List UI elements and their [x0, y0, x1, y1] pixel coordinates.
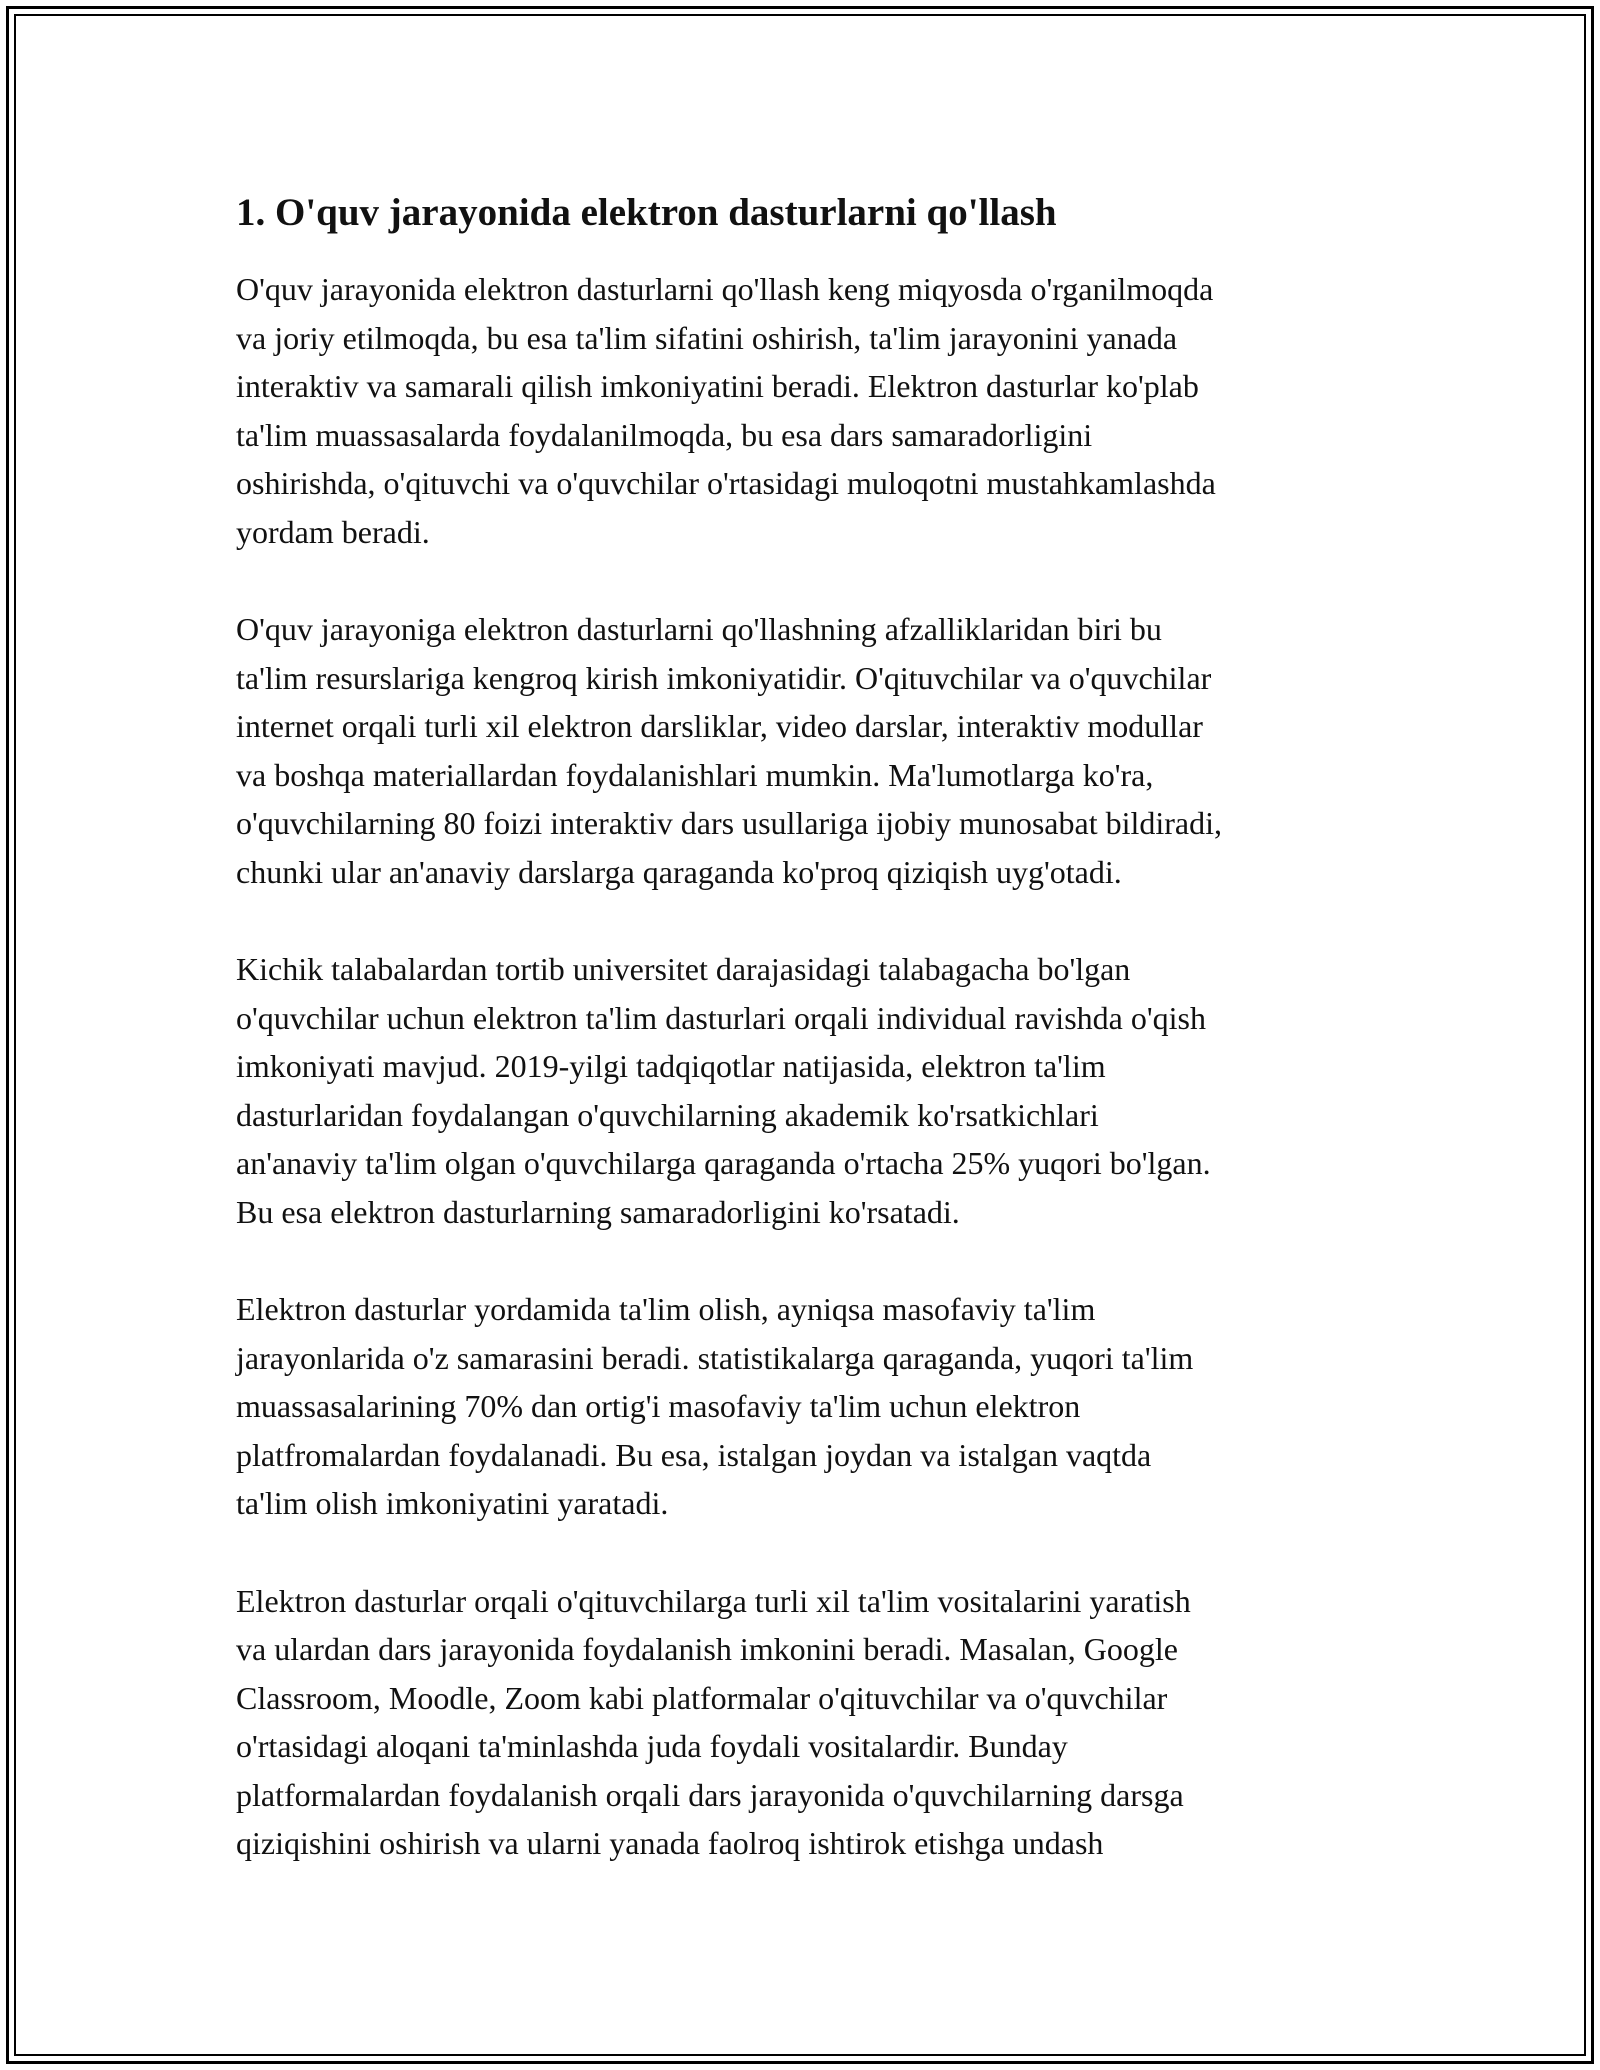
paragraph-5: Elektron dasturlar orqali o'qituvchilarga turli xil ta'lim vositalarini yaratish va ulardan dars jarayonida foydalanish imkonini beradi. Masalan, Google Classroom, Moodle, Zoom kabi platformalar o'qituvchilar va o'quvchilar o'rtasidagi aloqani ta'minlashda juda foydali vositalardir. Bunday platformalardan foydalanish orqali dars jarayonida o'quvchilarning darsga qiziqishini oshirish va ularni yanada faolroq ishtirok etishga undash	[236, 1582, 1191, 1861]
paragraph-2: O'quv jarayoniga elektron dasturlarni qo'llashning afzalliklaridan biri bu ta'lim resurslariga kengroq kirish imkoniyatidir. O'qituvchilar va o'quvchilar internet orqali turli xil elektron darsliklar, video darslar, interaktiv modullar va boshqa materiallardan foydalanishlari mumkin. Ma'lumotlarga ko'ra, o'quvchilarning 80 foizi interaktiv dars usullariga ijobiy munosabat bildiradi, chunki ular an'anaviy darslarga qaraganda ko'proq qiziqish uyg'otadi.	[236, 611, 1222, 890]
document-body	[236, 187, 1376, 1917]
paragraph-3: Kichik talabalardan tortib universitet darajasidagi talabagacha bo'lgan o'quvchilar uchun elektron ta'lim dasturlari orqali individual ravishda o'qish imkoniyati mavjud. 2019-yilgi tadqiqotlar natijasida, elektron ta'lim dasturlaridan foydalangan o'quvchilarning akademik ko'rsatkichlari an'anaviy ta'lim olgan o'quvchilarga qaraganda o'rtacha 25% yuqori bo'lgan. Bu esa elektron dasturlarning samaradorligini ko'rsatadi.	[236, 951, 1211, 1230]
paragraph-1: O'quv jarayonida elektron dasturlarni qo'llash keng miqyosda o'rganilmoqda va joriy etilmoqda, bu esa ta'lim sifatini oshirish, ta'lim jarayonini yanada interaktiv va samarali qilish imkoniyatini beradi. Elektron dasturlar ko'plab ta'lim muassasalarda foydalanilmoqda, bu esa dars samaradorligini oshirishda, o'qituvchi va o'quvchilar o'rtasidagi muloqotni mustahkamlashda yordam beradi.	[236, 271, 1216, 550]
paragraph-4: Elektron dasturlar yordamida ta'lim olish, ayniqsa masofaviy ta'lim jarayonlarida o'z samarasini beradi. statistikalarga qaraganda, yuqori ta'lim muassasalarining 70% dan ortig'i masofaviy ta'lim uchun elektron platfromalardan foydalanadi. Bu esa, istalgan joydan va istalgan vaqtda ta'lim olish imkoniyatini yaratadi.	[236, 1291, 1194, 1521]
section-heading: 1. O'quv jarayonida elektron dasturlarni qo'llash	[236, 191, 1057, 234]
